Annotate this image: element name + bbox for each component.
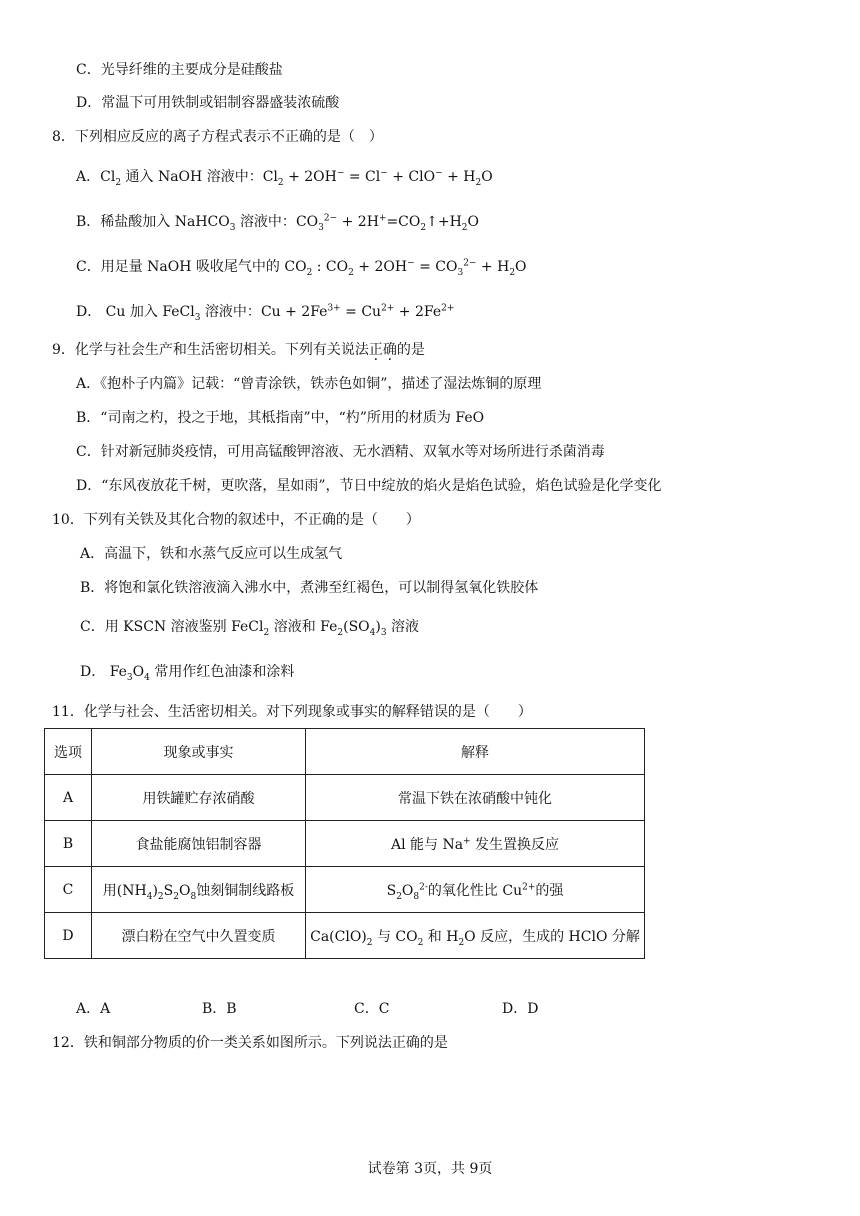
- table-cell-fact: 用铁罐贮存浓硝酸: [92, 775, 306, 821]
- q9-stem-emphasis-2: 确: [382, 342, 397, 358]
- q10-option-b: B．将饱和氯化铁溶液滴入沸水中，煮沸至红褐色，可以制得氢氧化铁胶体: [80, 580, 539, 596]
- q8-b-prefix: B．稀盐酸加入: [76, 214, 175, 230]
- q8-option-b: B．稀盐酸加入 NaHCO$_3$ 溶液中：$CO_3^{2-}$ + $2H^+=CO_2↑+H_2O$: [76, 213, 479, 233]
- expl-part: 的氧化性比 Cu: [427, 882, 523, 899]
- fact-part: 蚀刻铜制线路板: [196, 882, 295, 899]
- q11-option-b: B．B: [202, 1001, 237, 1017]
- q11-option-c: C．C: [354, 1001, 390, 1017]
- q9-option-b: B．“司南之杓，投之于地，其柢指南”中，“杓”所用的材质为 FeO: [76, 410, 485, 426]
- table-row: [45, 775, 645, 821]
- q10-option-d: D． $Fe_3O_4$ 常用作红色油漆和涂料: [80, 664, 295, 683]
- q11-stem: 11．化学与社会、生活密切相关。对下列现象或事实的解释错误的是（ ）: [52, 704, 532, 720]
- q11-option-a: A．A: [76, 1001, 111, 1017]
- table-cell-explanation: 常温下铁在浓硝酸中钝化: [306, 775, 645, 821]
- q7-option-c: C．光导纤维的主要成分是硅酸盐: [76, 62, 283, 78]
- fact-part: O: [178, 882, 191, 899]
- q10-d-prefix: D．: [80, 664, 110, 680]
- expl-part: 的强: [535, 882, 564, 899]
- table-header-cell: 选项: [45, 729, 92, 775]
- q9-stem: [52, 340, 425, 360]
- page-footer: 试卷第 3页，共 9页: [367, 1161, 493, 1177]
- table-row: [45, 821, 645, 867]
- q9-option-c: C．针对新冠肺炎疫情，可用高锰酸钾溶液、无水酒精、双氧水等对场所进行杀菌消毒: [76, 444, 605, 460]
- q10-c-mid: 溶液和: [273, 619, 321, 635]
- table-cell-fact: 用$(NH_4)_2S_2O_8$蚀刻铜制线路板: [92, 867, 306, 913]
- q8-d-prefix: D． Cu 加入: [76, 304, 163, 320]
- expl-part: O: [401, 882, 414, 899]
- expl-part: 发生置换反应: [470, 836, 560, 853]
- q9-stem-b: 的是: [396, 342, 425, 358]
- table-cell-explanation: $Ca(ClO)_2$ 与 $CO_2$ 和 $H_2O$ 反应，生成的 HClO 分解: [306, 913, 645, 959]
- q10-option-c: C．用 KSCN 溶液鉴别 FeCl$_2$ 溶液和 $Fe_2(SO_4)_3$ 溶液: [80, 619, 420, 638]
- q9-option-d: D．“东风夜放花千树，更吹落，星如雨”，节日中绽放的焰火是焰色试验，焰色试验是化学变化: [76, 478, 662, 494]
- expl-part: 和 H: [423, 928, 459, 945]
- q8-c-prefix: C．用足量 NaOH 吸收尾气中的: [76, 259, 285, 275]
- fact-part: ): [152, 882, 158, 899]
- table-header-cell: 解释: [306, 729, 645, 775]
- expl-part: Ca(ClO): [310, 928, 367, 945]
- expl-part: Al 能与 Na: [390, 836, 464, 853]
- q10-d-suffix: 常用作红色油漆和涂料: [154, 664, 295, 680]
- q10-option-a: A．高温下，铁和水蒸气反应可以生成氢气: [80, 546, 343, 562]
- expl-part: 与 CO: [372, 928, 418, 945]
- table-header-cell: 现象或事实: [92, 729, 306, 775]
- q8-a-mid: 通入 NaOH 溶液中：: [125, 169, 263, 185]
- q8-option-c: C．用足量 NaOH 吸收尾气中的 $CO_2$ : $CO_2 + 2OH^- = CO_3^{2-} + H_2O$: [76, 258, 527, 278]
- fact-part: 用(NH: [102, 882, 147, 899]
- q7-option-d: D．常温下可用铁制或铝制容器盛装浓硫酸: [76, 95, 340, 111]
- q11-table: [44, 728, 645, 959]
- table-cell-explanation: $S_2O_8^{2-}$的氧化性比 $Cu^{2+}$的强: [306, 867, 645, 913]
- q11-option-d: D．D: [502, 1001, 539, 1017]
- table-row: [45, 913, 645, 959]
- q10-stem: 10．下列有关铁及其化合物的叙述中，不正确的是（ ）: [52, 512, 420, 528]
- q10-c-suffix: 溶液: [391, 619, 420, 635]
- table-row: [45, 867, 645, 913]
- table-cell-explanation: Al 能与 Na+ 发生置换反应: [306, 821, 645, 867]
- q8-option-d: D． Cu 加入 FeCl$_3$ 溶液中：$Cu + 2Fe^{3+} = Cu^{2+} + 2Fe^{2+}$: [76, 303, 455, 323]
- expl-part: S: [386, 882, 397, 899]
- q9-stem-emphasis-1: 正: [368, 342, 383, 358]
- q9-option-a: A．《抱朴子内篇》记载：“曾青涂铁，铁赤色如铜”，描述了湿法炼铜的原理: [76, 376, 542, 392]
- table-cell-option: B: [45, 821, 92, 867]
- fact-part: S: [163, 882, 174, 899]
- q10-c-prefix: C．用 KSCN 溶液鉴别: [80, 619, 232, 635]
- table-cell-fact: 食盐能腐蚀铝制容器: [92, 821, 306, 867]
- q8-stem: 8．下列相应反应的离子方程式表示不正确的是（ ）: [52, 129, 383, 145]
- table-cell-fact: 漂白粉在空气中久置变质: [92, 913, 306, 959]
- q8-a-prefix: A．: [76, 169, 101, 185]
- q12-stem: 12．铁和铜部分物质的价一类关系如图所示。下列说法正确的是: [52, 1035, 448, 1051]
- table-cell-option: A: [45, 775, 92, 821]
- table-cell-option: C: [45, 867, 92, 913]
- q8-option-a: A．$Cl_2$ 通入 NaOH 溶液中：$Cl_2 + 2OH^- = Cl^- + ClO^- + H_2O$: [76, 168, 493, 188]
- table-cell-option: D: [45, 913, 92, 959]
- expl-part: O 反应，生成的 HClO 分解: [464, 928, 640, 945]
- table-header-row: [45, 729, 645, 775]
- q9-stem-a: 9．化学与社会生产和生活密切相关。下列有关说法: [52, 342, 369, 358]
- q8-b-mid: 溶液中：: [239, 214, 296, 230]
- q8-d-mid: 溶液中：: [204, 304, 261, 320]
